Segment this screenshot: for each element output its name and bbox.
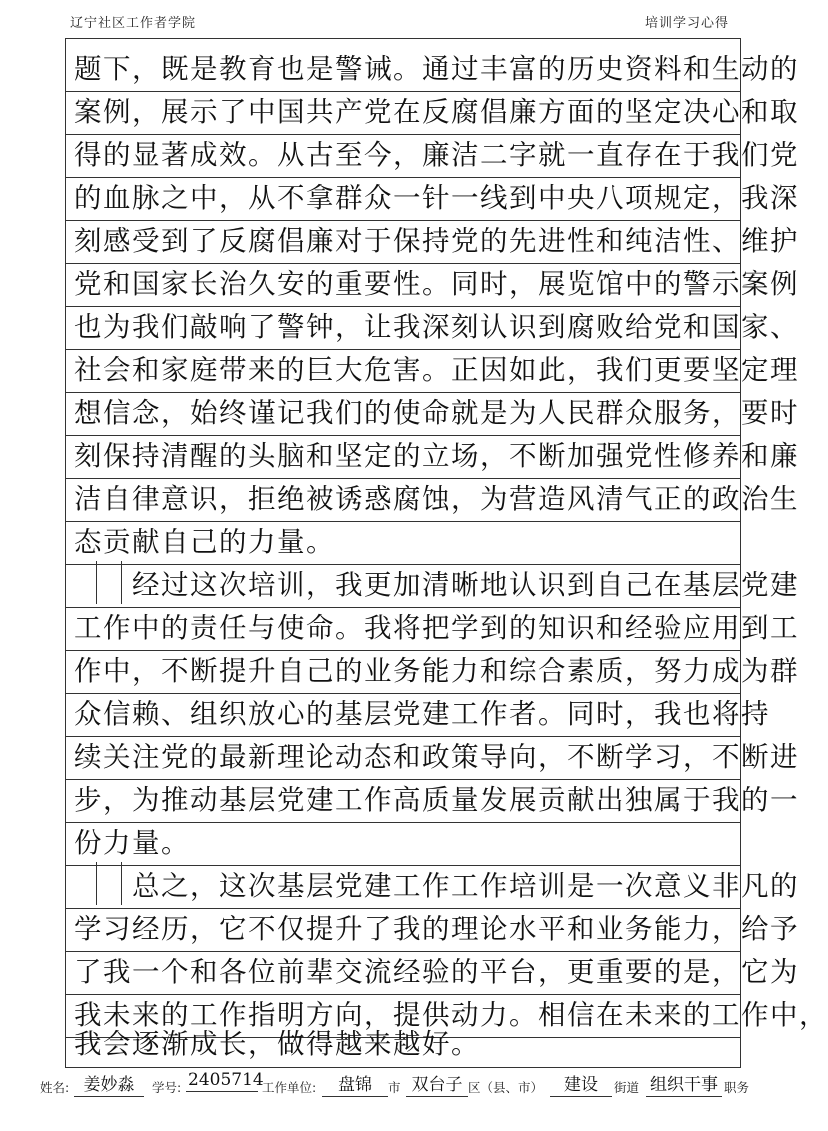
line-text: 作中，不断提升自己的业务能力和综合素质，努力成为群 (74, 655, 799, 687)
position-value: 组织干事 (646, 1070, 722, 1097)
street-suffix: 街道 (614, 1080, 640, 1095)
line-text: 我会逐渐成长，做得越来越好。 (74, 1028, 480, 1060)
line-text: 党和国家长治久安的重要性。同时，展览馆中的警示案例 (74, 268, 799, 300)
district-value: 双台子 (406, 1070, 468, 1097)
name-value: 姜妙淼 (74, 1070, 144, 1097)
line-text: 经过这次培训，我更加清晰地认识到自己在基层党建 (132, 569, 799, 601)
line-text: 总之，这次基层党建工作工作培训是一次意义非凡的 (132, 870, 799, 902)
city-suffix: 市 (388, 1080, 401, 1095)
district-suffix: 区（县、市） (468, 1080, 544, 1095)
student-id-value: 2405714 (188, 1070, 264, 1090)
line-text: 想信念，始终谨记我们的使命就是为人民群众服务，要时 (74, 397, 799, 429)
position-suffix: 职务 (724, 1080, 750, 1095)
line-text: 也为我们敲响了警钟，让我深刻认识到腐败给党和国家、 (74, 311, 799, 343)
street-value: 建设 (550, 1070, 612, 1097)
line-text: 刻感受到了反腐倡廉对于保持党的先进性和纯洁性、维护 (74, 225, 799, 257)
city-value: 盘锦 (322, 1070, 388, 1097)
student-info-footer (40, 1070, 770, 1100)
line-text: 态贡献自己的力量。 (74, 526, 335, 558)
line-text: 份力量。 (74, 827, 190, 859)
line-text: 续关注党的最新理论动态和政策导向，不断学习，不断进 (74, 741, 799, 773)
line-text: 洁自律意识，拒绝被诱惑腐蚀，为营造风清气正的政治生 (74, 483, 799, 515)
line-text: 众信赖、组织放心的基层党建工作者。同时，我也将持 (74, 698, 770, 730)
line-text: 学习经历，它不仅提升了我的理论水平和业务能力，给予 (74, 913, 799, 945)
name-label: 姓名: (40, 1080, 70, 1095)
line-text: 的血脉之中，从不拿群众一针一线到中央八项规定，我深 (74, 182, 799, 214)
line-text: 了我一个和各位前辈交流经验的平台，更重要的是，它为 (74, 956, 799, 988)
text-line (66, 1014, 740, 1067)
work-unit-label: 工作单位: (262, 1080, 317, 1095)
line-text: 案例，展示了中国共产党在反腐倡廉方面的坚定决心和取 (74, 96, 799, 128)
line-text: 题下，既是教育也是警诫。通过丰富的历史资料和生动的 (74, 53, 799, 85)
line-text: 工作中的责任与使命。我将把学到的知识和经验应用到工 (74, 612, 799, 644)
lined-writing-sheet (65, 38, 828, 1068)
line-text: 社会和家庭带来的巨大危害。正因如此，我们更要坚定理 (74, 354, 799, 386)
line-text: 得的显著成效。从古至今，廉洁二字就一直存在于我们党 (74, 139, 799, 171)
header-document-type: 培训学习心得 (644, 16, 729, 31)
line-text: 我未来的工作指明方向，提供动力。相信在未来的工作中， (74, 999, 828, 1031)
line-text: 刻保持清醒的头脑和坚定的立场，不断加强党性修养和廉 (74, 440, 799, 472)
student-id-label: 学号: (152, 1080, 182, 1095)
line-text: 步，为推动基层党建工作高质量发展贡献出独属于我的一 (74, 784, 799, 816)
header-institution: 辽宁社区工作者学院 (70, 16, 197, 31)
